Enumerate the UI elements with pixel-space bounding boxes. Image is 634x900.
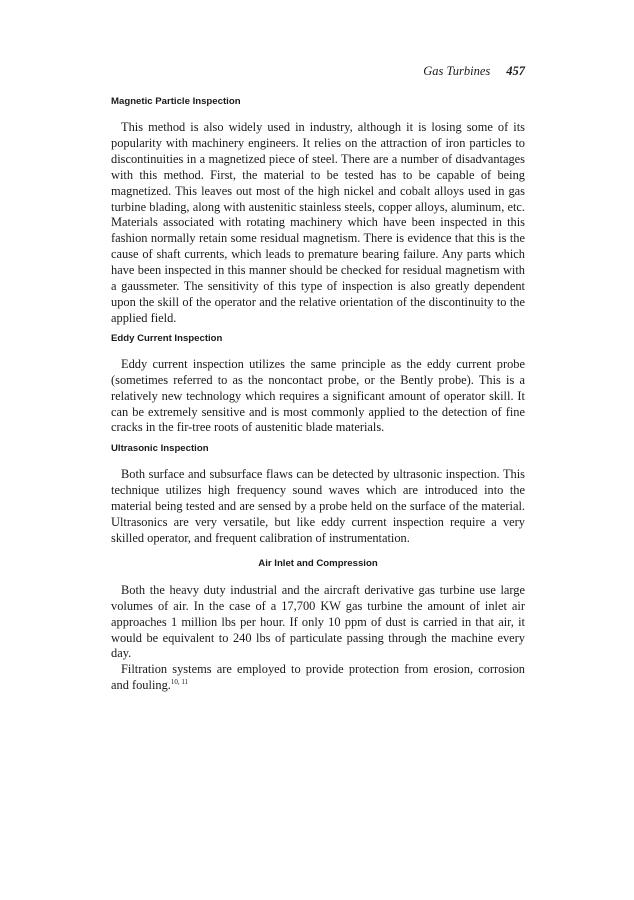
running-title: Gas Turbines xyxy=(423,64,491,78)
paragraph-eddy-current: Eddy current inspection utilizes the same principle as the eddy current probe (sometimes referred to as the noncontact probe, or the Bently probe). This is a relatively new technology which requires a significant amount of operator skill. It can be extremely sensitive and is most commonly applied to the detection of fine cracks in the fir-tree roots of austenitic blade materials. xyxy=(111,356,525,435)
section-heading-ultrasonic: Ultrasonic Inspection xyxy=(111,443,209,455)
footnote-reference: 10, 11 xyxy=(170,678,189,687)
section-heading-air-inlet: Air Inlet and Compression xyxy=(258,557,378,569)
section-heading-magnetic-particle: Magnetic Particle Inspection xyxy=(111,96,241,107)
paragraph-magnetic-particle: This method is also widely used in industry, although it is losing some of its popularity with machinery engineers. It relies on the attraction of iron particles to discontinuities in a magnetized piece of steel. There are a number of disadvantages with this method. First, the material to be tested has to be capable of being magnetized. This leaves out most of the high nickel and cobalt alloys used in gas turbine blading, along with austenitic stainless steels, copper alloys, aluminum, etc. Materials associated with rotating machinery which have been inspected in this fashion normally retain some residual magnetism. There is evidence that this is the cause of shaft currents, which leads to premature bearing failure. Any parts which have been inspected in this manner should be checked for residual magnetism with a gaussmeter. The sensitivity of this type of inspection is also greatly dependent upon the skill of the operator and the relative orientation of the discontinuity to the applied field. xyxy=(111,120,525,325)
paragraph-ultrasonic: Both surface and subsurface flaws can be detected by ultrasonic inspection. This technique utilizes high frequency sound waves which are introduced into the material being tested and are sensed by a probe held on the surface of the material. Ultrasonics are very versatile, but like eddy current inspection require a very skilled operator, and frequent calibration of instrumentation. xyxy=(111,467,525,545)
book-page xyxy=(111,62,525,694)
running-head xyxy=(111,62,525,80)
section-heading-eddy-current: Eddy Current Inspection xyxy=(111,332,223,344)
page-number: 457 xyxy=(506,64,525,78)
paragraph-filtration xyxy=(111,662,525,694)
paragraph-air-inlet-volume: Both the heavy duty industrial and the aircraft derivative gas turbine use large volumes of air. In the case of a 17,700 KW gas turbine the amount of inlet air approaches 1 million lbs per hour. If only 10 ppm of dust is carried in that air, it would be equivalent to 240 lbs of particulate passing through the machine every day. xyxy=(111,582,525,661)
filtration-text: Filtration systems are employed to provide protection from erosion, corrosion and fouling. xyxy=(111,662,525,693)
